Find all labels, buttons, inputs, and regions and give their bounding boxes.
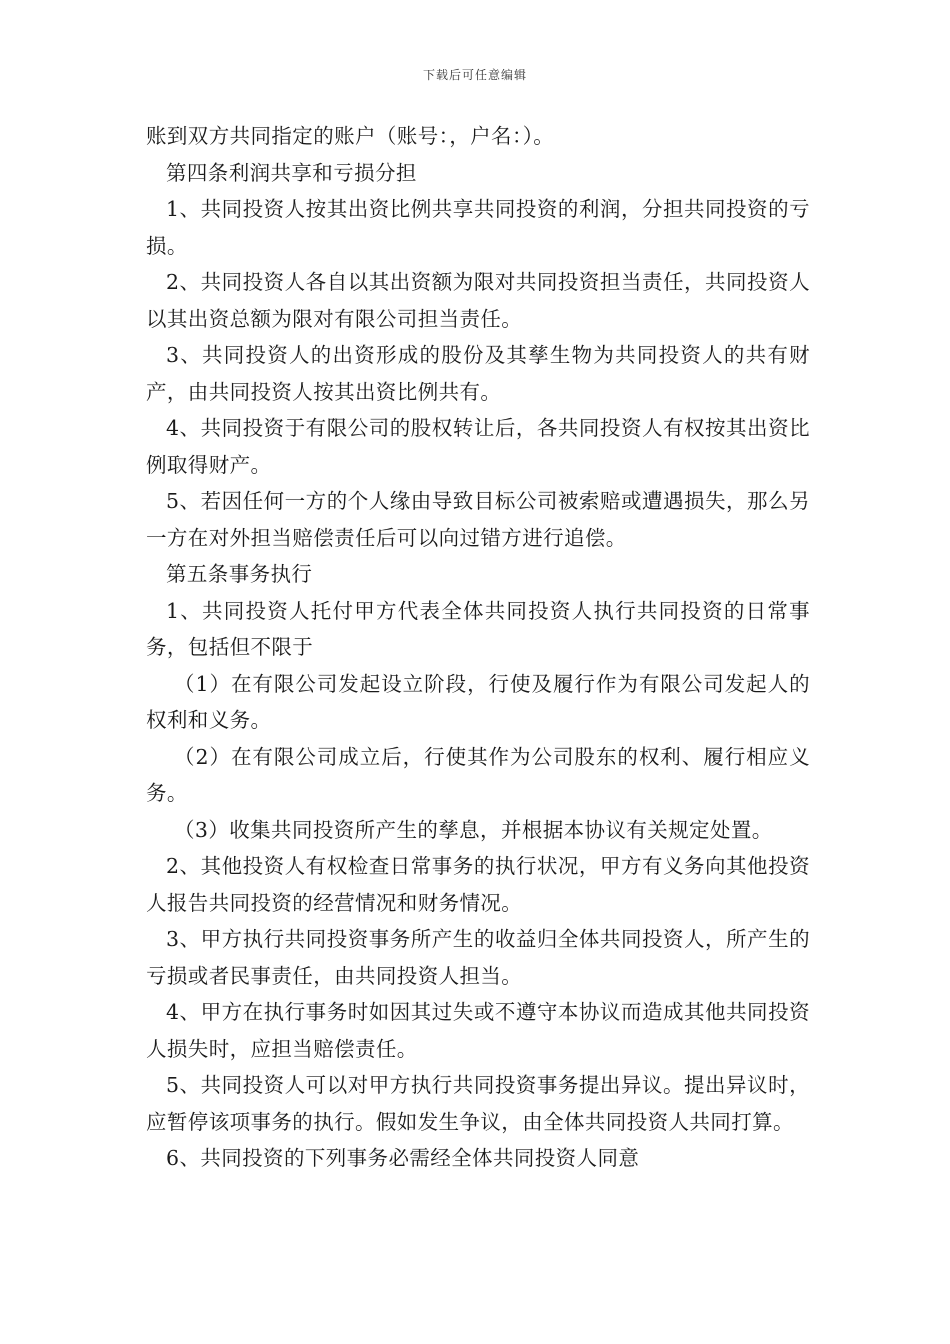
article-4-item-5: 5、若因任何一方的个人缘由导致目标公司被索赔或遭遇损失，那么另一方在对外担当赔偿责任后可以向过错方进行追偿。 xyxy=(146,489,810,550)
article-5-item-6: 6、共同投资的下列事务必需经全体共同投资人同意 xyxy=(166,1146,640,1170)
article-5-subitem-3: （3）收集共同投资所产生的孳息，并根据本协议有关规定处置。 xyxy=(174,817,773,842)
header-note: 下载后可任意编辑 xyxy=(422,68,527,82)
article-4-item-2: 2、共同投资人各自以其出资额为限对共同投资担当责任，共同投资人以其出资总额为限对有限公司担当责任。 xyxy=(146,270,810,331)
article-5-subitem-1: （1）在有限公司发起设立阶段，行使及履行作为有限公司发起人的权利和义务。 xyxy=(146,671,810,732)
article-5-subitem-2: （2）在有限公司成立后，行使其作为公司股东的权利、履行相应义务。 xyxy=(146,744,810,805)
article-5-item-2: 2、其他投资人有权检查日常事务的执行状况，甲方有义务向其他投资人报告共同投资的经营情况和财务情况。 xyxy=(146,854,810,915)
article-4-item-4: 4、共同投资于有限公司的股权转让后，各共同投资人有权按其出资比例取得财产。 xyxy=(146,416,810,477)
article-5-item-3: 3、甲方执行共同投资事务所产生的收益归全体共同投资人，所产生的亏损或者民事责任，由共同投资人担当。 xyxy=(146,927,810,988)
paragraph-continuation: 账到双方共同指定的账户（账号：，户名：）。 xyxy=(146,124,555,148)
article-4-item-1: 1、共同投资人按其出资比例共享共同投资的利润，分担共同投资的亏损。 xyxy=(146,197,810,258)
article-5-item-5: 5、共同投资人可以对甲方执行共同投资事务提出异议。提出异议时，应暂停该项事务的执行。假如发生争议，由全体共同投资人共同打算。 xyxy=(146,1073,810,1134)
article-5-item-4: 4、甲方在执行事务时如因其过失或不遵守本协议而造成其他共同投资人损失时，应担当赔偿责任。 xyxy=(146,1000,810,1061)
article-5-item-1: 1、共同投资人托付甲方代表全体共同投资人执行共同投资的日常事务，包括但不限于 xyxy=(146,598,810,659)
article-4-item-3: 3、共同投资人的出资形成的股份及其孳生物为共同投资人的共有财产，由共同投资人按其出资比例共有。 xyxy=(146,343,810,404)
section-heading-article-4: 第四条利润共享和亏损分担 xyxy=(166,160,417,185)
section-heading-article-5: 第五条事务执行 xyxy=(166,562,313,586)
document-body xyxy=(146,118,810,1177)
